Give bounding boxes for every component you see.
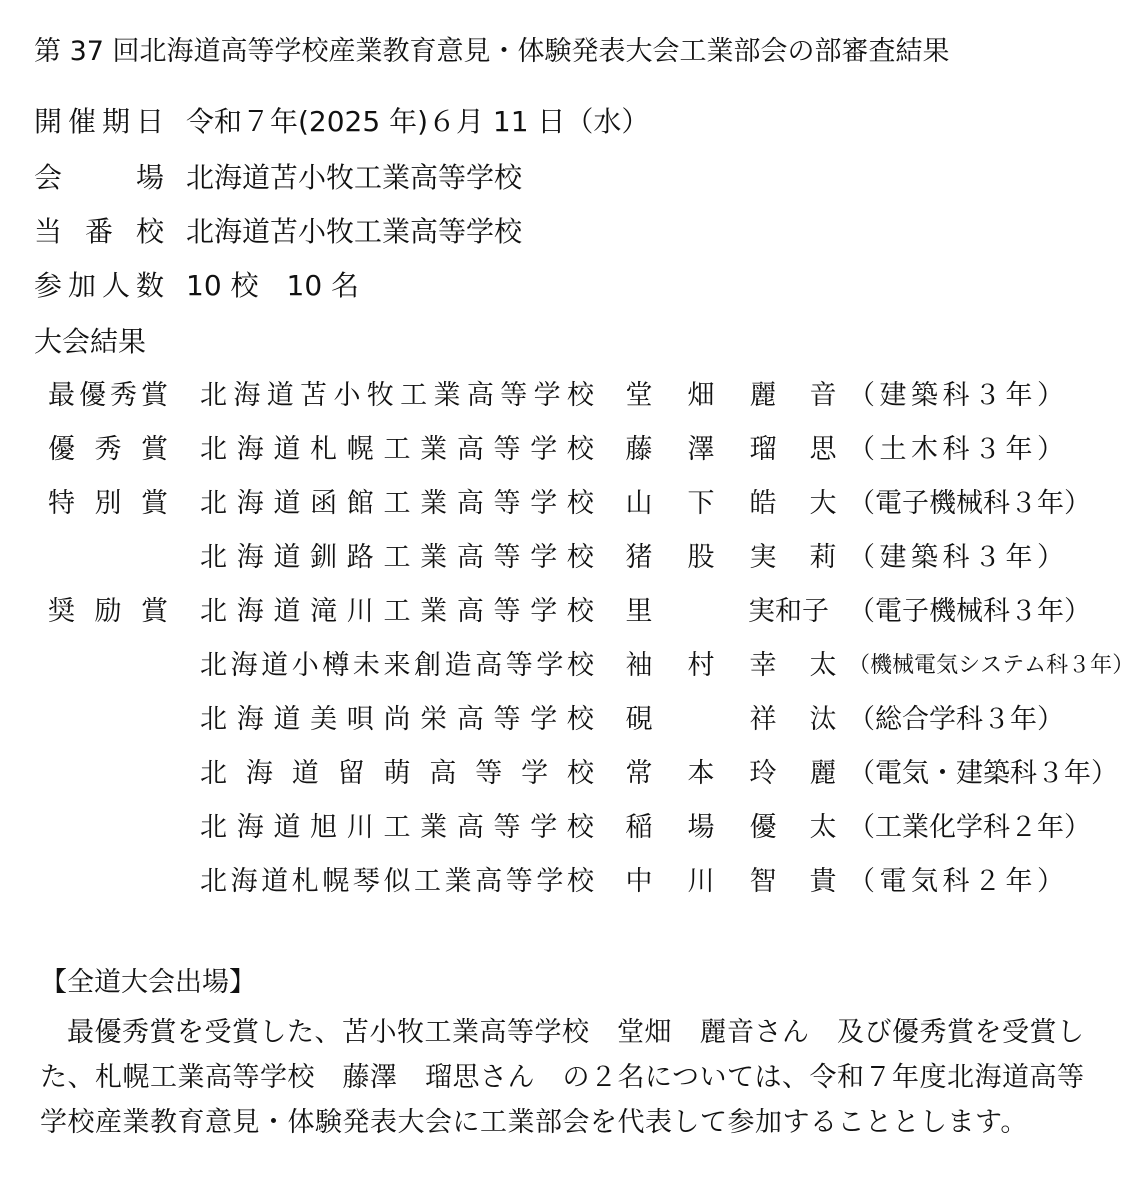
student-name: 堂 畑 麗 音: [625, 380, 837, 411]
info-value: 北海道苫小牧工業高等学校: [186, 161, 523, 194]
school-name: 北 海 道 釧 路 工 業 高 等 学 校: [200, 542, 594, 573]
school-name: 北 海 道 旭 川 工 業 高 等 学 校: [200, 812, 594, 843]
award-row: [0, 376, 1132, 416]
award-name: 最 優 秀 賞: [48, 380, 168, 411]
school-name: 北 海 道 留 萌 高 等 学 校: [200, 758, 594, 789]
school-name: 北 海 道 小 樽 未 来 創 造 高 等 学 校: [200, 650, 594, 681]
award-row: [0, 754, 1132, 794]
school-name: 北 海 道 美 唄 尚 栄 高 等 学 校: [200, 704, 594, 735]
award-row: [0, 862, 1132, 902]
school-name: 北 海 道 苫 小 牧 工 業 高 等 学 校: [200, 380, 594, 411]
school-name: 北 海 道 函 館 工 業 高 等 学 校: [200, 488, 594, 519]
school-name: 北 海 道 札 幌 工 業 高 等 学 校: [200, 434, 594, 465]
award-row: [0, 538, 1132, 578]
award-row: [0, 808, 1132, 848]
document-title: 第 37 回北海道高等学校産業教育意見・体験発表大会工業部会の部審査結果: [34, 36, 950, 67]
student-name: 実和子 里: [625, 596, 829, 627]
info-label: 当 番 校: [34, 215, 164, 248]
student-name: 稲 場 優 太: [625, 812, 837, 843]
info-label: 会 場: [34, 161, 164, 194]
award-name: 優 秀 賞: [48, 434, 168, 465]
info-label: 開 催 期 日: [34, 105, 164, 138]
department: （ 建 築 科 ３ 年 ）: [848, 380, 1064, 411]
department: （ 電 気 ・ 建 築 科 ３ 年 ）: [848, 758, 1118, 789]
department: （ 電 子 機 械 科 ３ 年 ）: [848, 488, 1091, 519]
student-name: 硯 祥 汰: [625, 704, 837, 735]
school-name: 北 海 道 札 幌 琴 似 工 業 高 等 学 校: [200, 866, 594, 897]
department: （ 総 合 学 科 ３ 年 ）: [848, 704, 1064, 735]
student-name: 山 下 皓 大: [625, 488, 837, 519]
award-row: [0, 700, 1132, 740]
department: （ 機 械 電 気 シ ス テ ム 科 ３ 年 ）: [848, 653, 1134, 678]
results-label: 大会結果: [34, 325, 147, 358]
info-label: 参 加 人 数: [34, 269, 164, 302]
student-name: 中 川 智 貴: [625, 866, 837, 897]
info-value: 10 校 10 名: [186, 269, 360, 302]
student-name: 猪 股 実 莉: [625, 542, 837, 573]
department: （ 土 木 科 ３ 年 ）: [848, 434, 1064, 465]
award-row: [0, 592, 1132, 632]
award-name: 奨 励 賞: [48, 596, 168, 627]
award-row: [0, 646, 1132, 686]
department: （ 建 築 科 ３ 年 ）: [848, 542, 1064, 573]
award-row: [0, 430, 1132, 470]
notice-heading: 【全道大会出場】: [40, 967, 256, 998]
student-name: 常 本 玲 麗: [625, 758, 837, 789]
department: （ 電 気 科 ２ 年 ）: [848, 866, 1064, 897]
school-name: 北 海 道 滝 川 工 業 高 等 学 校: [200, 596, 594, 627]
student-name: 袖 村 幸 太: [625, 650, 837, 681]
student-name: 藤 澤 瑠 思: [625, 434, 837, 465]
award-name: 特 別 賞: [48, 488, 168, 519]
department: （ 電 子 機 械 科 ３ 年 ）: [848, 596, 1091, 627]
award-row: [0, 484, 1132, 524]
department: （ 工 業 化 学 科 ２ 年 ）: [848, 812, 1091, 843]
notice-body: 最優秀賞を受賞した、苫小牧工業高等学校 堂畑 麗音さん 及び優秀賞を受賞した、札幌工業高等学校 藤澤 瑠思さん の２名については、令和７年度北海道高等学校産業教育意見・体験発表大会に工業部会を代表して参加することとします。: [40, 1017, 1085, 1138]
info-value: 北海道苫小牧工業高等学校: [186, 215, 523, 248]
info-value: 令和７年(2025 年)６月 11 日（水）: [186, 105, 650, 138]
